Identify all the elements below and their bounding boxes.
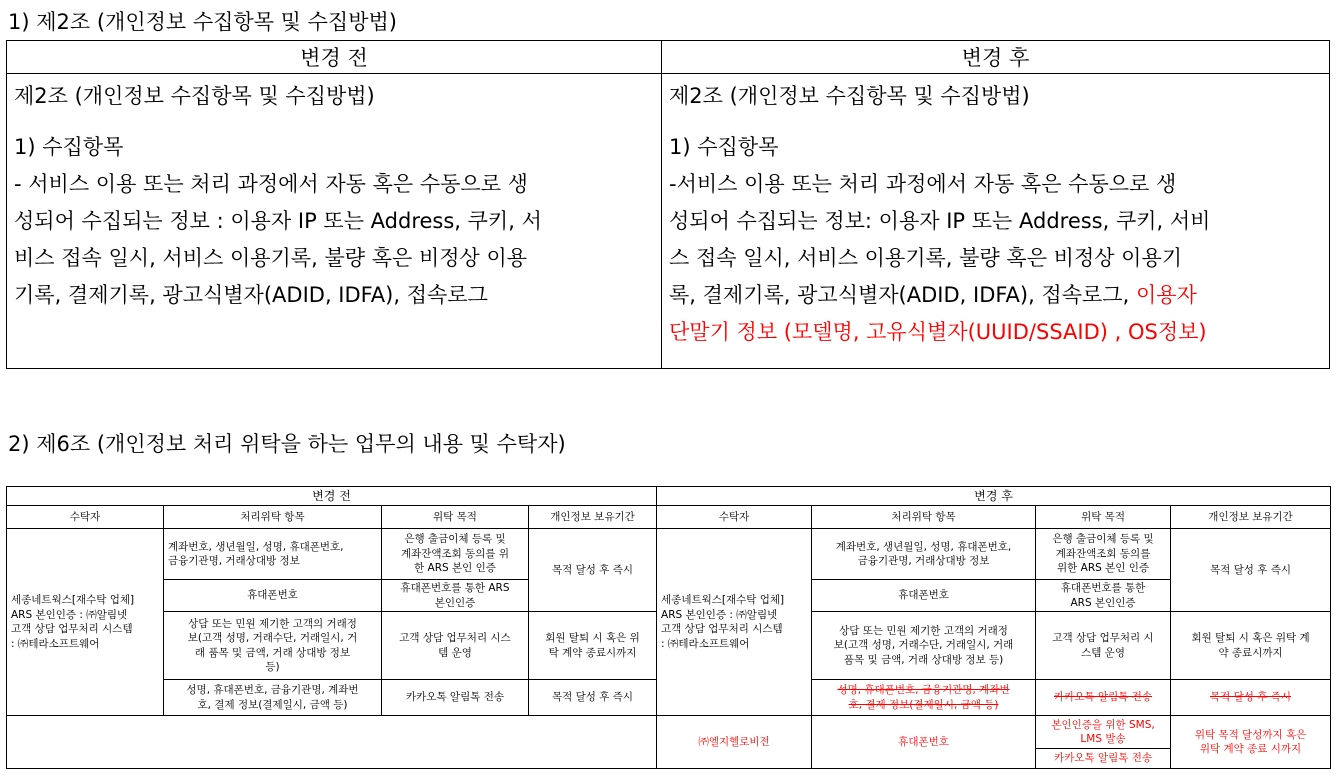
text-line: -서비스 이용 또는 처리 과정에서 자동 혹은 수동으로 생 (669, 172, 1177, 196)
text-line: - 서비스 이용 또는 처리 과정에서 자동 혹은 수동으로 생 (14, 172, 528, 196)
purpose-cell: 휴대폰번호를 통한 ARS 본인인증 (1036, 580, 1171, 612)
item-cell: 휴대폰번호 (812, 580, 1036, 612)
clause2-comparison-table (6, 40, 1330, 369)
item-cell: 상담 또는 민원 제기한 고객의 거래정 보(고객 성명, 거래수단, 거래일시, 거래 품목 및 금액, 거래 상대방 정보 등) (812, 612, 1036, 680)
text-line: 비스 접속 일시, 서비스 이용기록, 불량 혹은 비정상 이용 (14, 246, 528, 270)
deleted-purpose-cell: 카카오톡 알림톡 전송 (1036, 680, 1171, 716)
clause6-comparison-table (6, 486, 1331, 769)
period-cell: 목적 달성 후 즉시 (529, 529, 657, 612)
header-after: 변경 후 (657, 487, 1331, 506)
col-header-trustee: 수탁자 (7, 506, 164, 529)
added-text-line: 단말기 정보 (모델명, 고유식별자(UUID/SSAID) , OS정보) (669, 320, 1207, 344)
clause2-before (7, 74, 662, 369)
period-cell: 목적 달성 후 즉시 (529, 680, 657, 716)
clause2-after (662, 74, 1330, 369)
period-cell: 목적 달성 후 즉시 (1171, 529, 1331, 612)
item-cell: 성명, 휴대폰번호, 금융기관명, 계좌번 호, 결제 정보(결제일시, 금액 등) (164, 680, 382, 716)
col-header-item: 처리위탁 항목 (164, 506, 382, 529)
col-header-item: 처리위탁 항목 (812, 506, 1036, 529)
section2-title: 2) 제6조 (개인정보 처리 위탁을 하는 업무의 내용 및 수탁자) (8, 432, 566, 456)
purpose-cell: 고객 상담 업무처리 시 스템 운영 (1036, 612, 1171, 680)
purpose-cell: 은행 출금이체 등록 및 계좌잔액조회 동의를 위 한 ARS 본인 인증 (382, 529, 529, 580)
text-line: 스 접속 일시, 서비스 이용기록, 불량 혹은 비정상 이용기 (669, 246, 1183, 270)
item-cell: 계좌번호, 생년월일, 성명, 휴대폰번호, 금융기관명, 거래상대방 정보 (164, 529, 382, 580)
col-header-period: 개인정보 보유기간 (529, 506, 657, 529)
text-line: 성되어 수집되는 정보 : 이용자 IP 또는 Address, 쿠키, 서 (14, 209, 542, 233)
added-trustee-cell: ㈜엘지헬로비전 (657, 716, 812, 769)
col-header-purpose: 위탁 목적 (382, 506, 529, 529)
deleted-item-cell: 성명, 휴대폰번호, 금융기관명, 계좌번 호, 결제 정보(결제일시, 금액 등) (812, 680, 1036, 716)
col-header-purpose: 위탁 목적 (1036, 506, 1171, 529)
purpose-cell: 은행 출금이체 등록 및 계좌잔액조회 동의를 위한 ARS 본인 인증 (1036, 529, 1171, 580)
item-cell: 계좌번호, 생년월일, 성명, 휴대폰번호, 금융기관명, 거래상대방 정보 (812, 529, 1036, 580)
added-text: 이용자 (1135, 283, 1197, 307)
added-period-cell: 위탁 목적 달성까지 혹은 위탁 계약 종료 시까지 (1171, 716, 1331, 769)
purpose-cell: 휴대폰번호를 통한 ARS 본인인증 (382, 580, 529, 612)
text-black: 록, 결제기록, 광고식별자(ADID, IDFA), 접속로그, (669, 283, 1136, 307)
purpose-cell: 고객 상담 업무처리 시스 템 운영 (382, 612, 529, 680)
header-before: 변경 전 (7, 487, 657, 506)
deleted-period-cell: 목적 달성 후 즉시 (1171, 680, 1331, 716)
item-cell: 휴대폰번호 (164, 580, 382, 612)
item-cell: 상담 또는 민원 제기한 고객의 거래정 보(고객 성명, 거래수단, 거래일시, 거 래 품목 및 금액, 거래 상대방 정보 등) (164, 612, 382, 680)
trustee-cell-before: 세종네트웍스[재수탁 업체] ARS 본인인증 : ㈜알림넷 고객 상담 업무처리 시스템 : ㈜테라소프트웨어 (7, 529, 164, 716)
trustee-cell-after: 세종네트웍스[재수탁 업체] ARS 본인인증 : ㈜알림넷 고객 상담 업무처리 시스템 : ㈜테라소프트웨어 (657, 529, 812, 716)
item-heading: 1) 수집항목 (669, 135, 779, 159)
added-purpose-cell: 카카오톡 알림톡 전송 (1036, 749, 1171, 769)
col-header-period: 개인정보 보유기간 (1171, 506, 1331, 529)
header-before: 변경 전 (7, 41, 662, 74)
text-line: 성되어 수집되는 정보: 이용자 IP 또는 Address, 쿠키, 서비 (669, 209, 1211, 233)
purpose-cell: 카카오톡 알림톡 전송 (382, 680, 529, 716)
article-title: 제2조 (개인정보 수집항목 및 수집방법) (14, 84, 375, 108)
added-item-cell: 휴대폰번호 (812, 716, 1036, 769)
text-line (669, 277, 1322, 314)
section1-title: 1) 제2조 (개인정보 수집항목 및 수집방법) (8, 10, 397, 34)
period-cell: 회원 탈퇴 시 혹은 위탁 계 약 종료시까지 (1171, 612, 1331, 680)
text-line: 기록, 결제기록, 광고식별자(ADID, IDFA), 접속로그 (14, 283, 488, 307)
article-title: 제2조 (개인정보 수집항목 및 수집방법) (669, 84, 1030, 108)
empty-before-cell (7, 716, 657, 769)
added-purpose-cell: 본인인증을 위한 SMS, LMS 발송 (1036, 716, 1171, 749)
header-after: 변경 후 (662, 41, 1330, 74)
period-cell: 회원 탈퇴 시 혹은 위 탁 계약 종료시까지 (529, 612, 657, 680)
col-header-trustee: 수탁자 (657, 506, 812, 529)
item-heading: 1) 수집항목 (14, 135, 124, 159)
